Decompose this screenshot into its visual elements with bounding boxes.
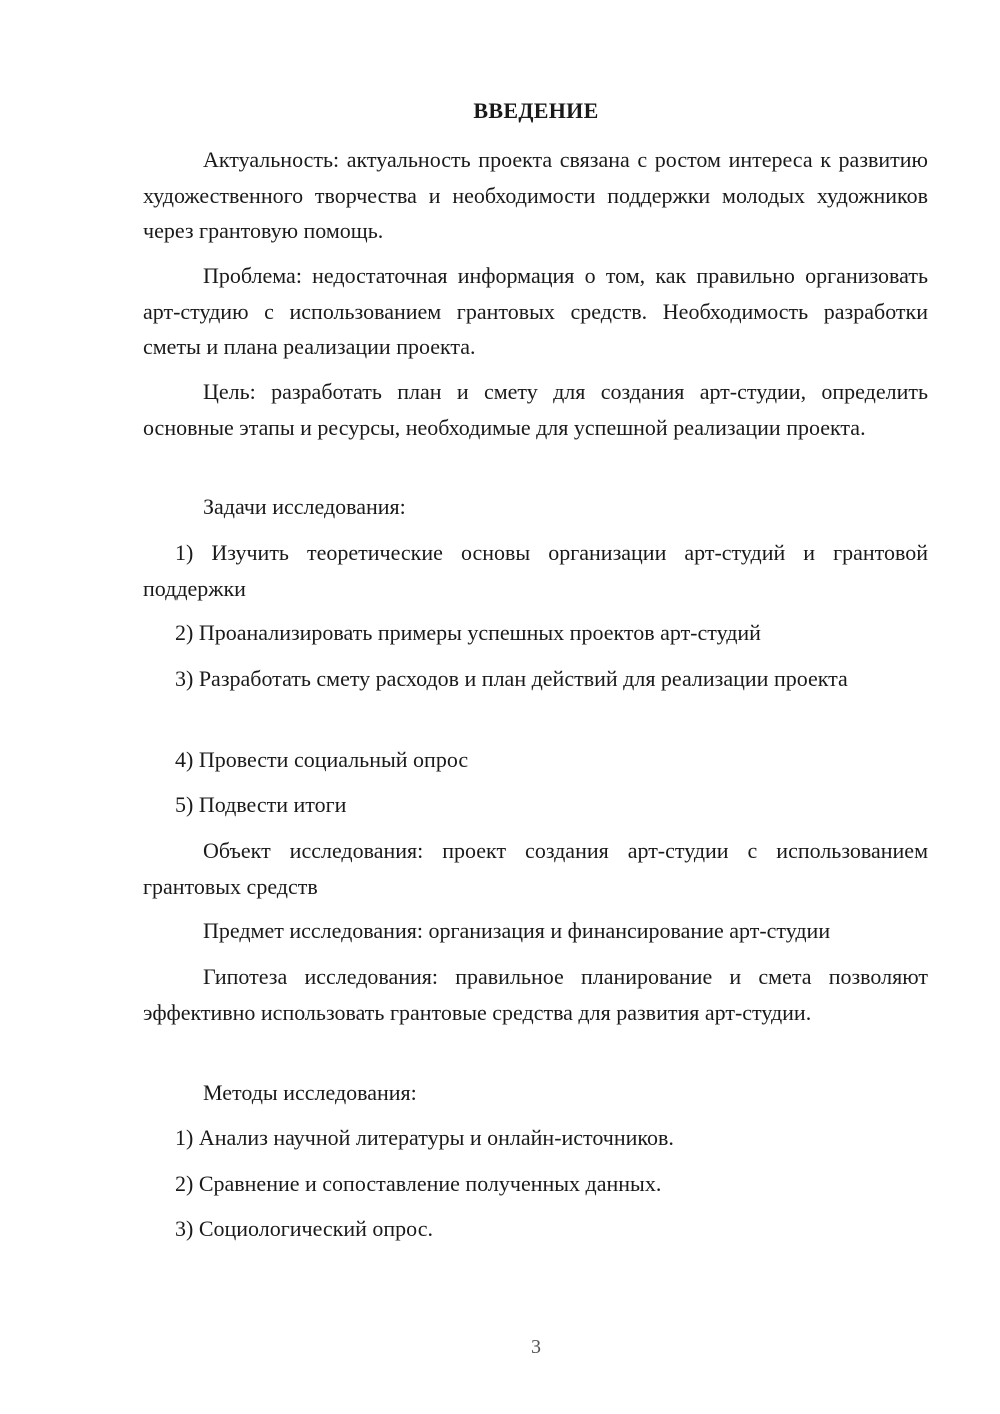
task-item-2: 2) Проанализировать примеры успешных проектов арт-студий <box>175 620 761 645</box>
paragraph-problem: Проблема: недостаточная информация о том, как правильно организовать арт-студию с использованием грантовых средств. Необходимость разработки сметы и плана реализации проекта. <box>143 263 928 359</box>
methods-title: Методы исследования: <box>203 1080 417 1105</box>
paragraph-hypothesis: Гипотеза исследования: правильное планирование и смета позволяют эффективно использовать грантовые средства для развития арт-студии. <box>143 964 928 1025</box>
paragraph-goal: Цель: разработать план и смету для создания арт-студии, определить основные этапы и ресурсы, необходимые для успешной реализации проекта. <box>143 379 928 440</box>
task-item-3: 3) Разработать смету расходов и план действий для реализации проекта <box>175 666 848 691</box>
method-item-2: 2) Сравнение и сопоставление полученных данных. <box>175 1171 662 1196</box>
task-item-4: 4) Провести социальный опрос <box>175 747 469 772</box>
method-item-3: 3) Социологический опрос. <box>175 1216 433 1241</box>
paragraph-object: Объект исследования: проект создания арт-студии с использованием грантовых средств <box>143 838 928 899</box>
task-item-5: 5) Подвести итоги <box>175 792 347 817</box>
paragraph-relevance: Актуальность: актуальность проекта связана с ростом интереса к развитию художественного творчества и необходимости поддержки молодых художников через грантовую помощь. <box>143 147 928 243</box>
method-item-1: 1) Анализ научной литературы и онлайн-источников. <box>175 1125 674 1150</box>
tasks-title: Задачи исследования: <box>203 494 406 519</box>
section-heading: ВВЕДЕНИЕ <box>473 98 599 123</box>
paragraph-subject: Предмет исследования: организация и финансирование арт-студии <box>203 918 831 943</box>
page-number: 3 <box>531 1336 541 1358</box>
task-item-1: 1) Изучить теоретические основы организации арт-студий и грантовой поддержки <box>143 540 928 601</box>
